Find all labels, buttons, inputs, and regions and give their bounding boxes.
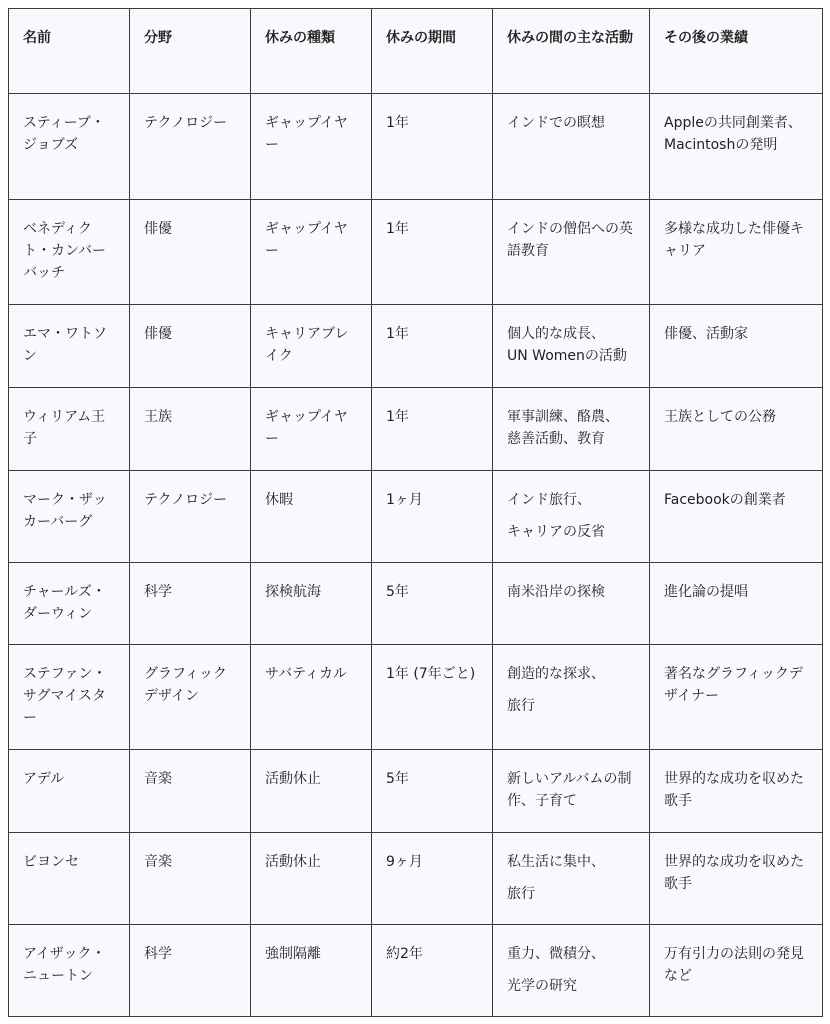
table-row [9,471,823,563]
cell-activity [493,200,650,305]
cell-break-type: ギャップイヤー [251,200,372,305]
activity-line: キャリアの反省 [507,524,605,540]
cell-achievement: 著名なグラフィックデザイナー [650,645,823,750]
table-row [9,305,823,388]
cell-name: ベネディクト・カンバーバッチ [9,200,130,305]
activity-line: 光学の研究 [507,978,577,994]
cell-activity [493,94,650,200]
cell-achievement: 進化論の提唱 [650,563,823,645]
header-field: 分野 [130,9,251,94]
cell-duration: 約2年 [372,925,493,1017]
activity-line: 軍事訓練、酪農、 [507,409,619,425]
cell-duration: 5年 [372,563,493,645]
cell-name: エマ・ワトソン [9,305,130,388]
table-row [9,94,823,200]
cell-duration: 5年 [372,750,493,833]
activity-line: UN Womenの活動 [507,348,627,364]
activity-line: 旅行 [507,698,535,714]
table-row [9,833,823,925]
cell-field: テクノロジー [130,94,251,200]
cell-name: アデル [9,750,130,833]
cell-name: ビヨンセ [9,833,130,925]
cell-field: 王族 [130,388,251,471]
cell-achievement: 王族としての公務 [650,388,823,471]
cell-duration: 1ヶ月 [372,471,493,563]
cell-field: 音楽 [130,833,251,925]
cell-field: 科学 [130,925,251,1017]
cell-break-type: 活動休止 [251,833,372,925]
activity-line: 南米沿岸の探検 [507,584,605,600]
cell-duration: 1年 [372,94,493,200]
table-row [9,925,823,1017]
cell-duration: 1年 [372,305,493,388]
cell-activity [493,305,650,388]
cell-achievement: 万有引力の法則の発見など [650,925,823,1017]
cell-activity [493,471,650,563]
activity-line: 慈善活動、教育 [507,431,605,447]
header-achievement: その後の業績 [650,9,823,94]
cell-achievement: Facebookの創業者 [650,471,823,563]
cell-duration: 1年 (7年ごと) [372,645,493,750]
header-duration: 休みの期間 [372,9,493,94]
cell-break-type: 休暇 [251,471,372,563]
cell-achievement: 俳優、活動家 [650,305,823,388]
activity-line: 重力、微積分、 [507,946,605,962]
cell-activity [493,750,650,833]
table-row [9,645,823,750]
table-row [9,563,823,645]
activity-line: 私生活に集中、 [507,854,605,870]
activity-line: 旅行 [507,886,535,902]
cell-field: 科学 [130,563,251,645]
header-break-type: 休みの種類 [251,9,372,94]
table-row [9,750,823,833]
header-activity: 休みの間の主な活動 [493,9,650,94]
cell-break-type: 探検航海 [251,563,372,645]
cell-name: マーク・ザッカーバーグ [9,471,130,563]
cell-break-type: サバティカル [251,645,372,750]
cell-activity [493,388,650,471]
cell-achievement: Appleの共同創業者、Macintoshの発明 [650,94,823,200]
cell-activity [493,925,650,1017]
header-name: 名前 [9,9,130,94]
cell-activity [493,645,650,750]
activity-line: 創造的な探求、 [507,666,605,682]
activity-line: インド旅行、 [507,492,591,508]
activity-line: インドの僧侶への英語教育 [507,221,633,259]
activity-line: 新しいアルバムの制作、子育て [507,771,632,809]
cell-name: ウィリアム王子 [9,388,130,471]
cell-name: アイザック・ニュートン [9,925,130,1017]
breaks-table [8,8,823,1017]
table-row [9,388,823,471]
cell-field: テクノロジー [130,471,251,563]
cell-break-type: ギャップイヤー [251,388,372,471]
cell-duration: 1年 [372,388,493,471]
activity-line: 個人的な成長、 [507,326,605,342]
cell-field: グラフィックデザイン [130,645,251,750]
cell-break-type: キャリアブレイク [251,305,372,388]
activity-line: インドでの瞑想 [507,115,605,131]
cell-duration: 9ヶ月 [372,833,493,925]
cell-activity [493,833,650,925]
cell-break-type: ギャップイヤー [251,94,372,200]
cell-field: 俳優 [130,200,251,305]
cell-break-type: 強制隔離 [251,925,372,1017]
cell-achievement: 多様な成功した俳優キャリア [650,200,823,305]
header-row [9,9,823,94]
cell-field: 俳優 [130,305,251,388]
cell-field: 音楽 [130,750,251,833]
cell-name: ステファン・サグマイスター [9,645,130,750]
cell-break-type: 活動休止 [251,750,372,833]
cell-name: チャールズ・ダーウィン [9,563,130,645]
cell-activity [493,563,650,645]
cell-achievement: 世界的な成功を収めた歌手 [650,833,823,925]
cell-duration: 1年 [372,200,493,305]
table-row [9,200,823,305]
cell-name: スティーブ・ジョブズ [9,94,130,200]
cell-achievement: 世界的な成功を収めた歌手 [650,750,823,833]
